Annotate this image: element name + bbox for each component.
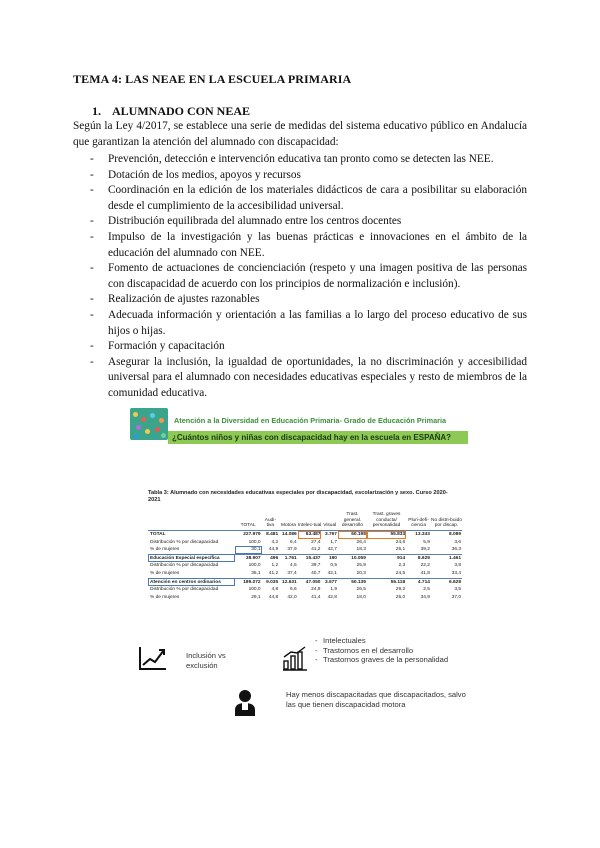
list-item: - Distribución equilibrada del alumnado entre los centros docentes [90, 215, 402, 228]
list-item: - Impulso de la investigación y las buenas prácticas e innovaciones en el ámbito de la educación del alumnado con NEE. [90, 230, 527, 259]
classroom-thumbnail [130, 408, 168, 440]
table-caption: Tabla 3: Alumnado con necesidades educativas especiales por discapacidad, escolarización y sexo. Curso 2020-2021 [148, 490, 448, 503]
table-cell: 190 [321, 554, 338, 562]
table-cell: 44,8 [268, 594, 279, 600]
table-cell: 1,7 [330, 539, 337, 545]
list-item: - Prevención, detección e intervención educativa tan pronto como se detecten las NEE. [90, 153, 494, 165]
table-cell: 10.059 [338, 554, 367, 562]
table-header-cell: Motora [280, 523, 296, 529]
table-cell: 41,2 [268, 570, 279, 576]
table-row [148, 586, 462, 594]
table-cell: 26,5 [356, 587, 366, 593]
table-cell: 1.761 [279, 554, 298, 562]
infographic-header: Atención a la Diversidad en Educación Primaria- Grado de Educación Primaria [174, 416, 447, 425]
table-cell: 5,9 [423, 539, 430, 545]
list-item: - Dotación de los medios, apoyos y recursos [90, 168, 301, 181]
table-cell: 42,8 [327, 594, 337, 600]
row-label: Distribución % por discapacidad [150, 563, 219, 569]
table-header-cell: Trast. general. desarrollo [341, 512, 363, 529]
gender-note: Hay menos discapacitadas que discapacitados, salvo las que tienen discapacidad motora [286, 690, 466, 709]
section-heading [92, 104, 250, 119]
table-cell: 35,1 [251, 570, 261, 576]
table-cell: 6,6 [290, 587, 297, 593]
table-cell: 1,9 [330, 587, 337, 593]
table-cell: 13.343 [406, 531, 431, 539]
table-cell: 24,6 [395, 539, 406, 545]
list-item: - Coordinación en la edición de los materiales didácticos de cara a posibilitar su elaboración desde el cumplimiento de la accesibilidad universal. [90, 184, 527, 212]
infographic [130, 404, 472, 724]
table-body [148, 531, 462, 602]
list-item: - Formación y capacitación [90, 340, 225, 353]
table-row [148, 539, 462, 547]
table-cell: 100,0 [248, 563, 261, 569]
table-row [148, 578, 462, 586]
table-cell: 25,9 [356, 563, 366, 569]
table-header-cell: Intelec-tual [297, 523, 322, 529]
table-cell: 39,7 [311, 563, 321, 569]
table-cell: 3,8 [454, 563, 461, 569]
list-item: - Fomento de actuaciones de concienciación (respeto y una imagen positiva de las personas con discapacidad de acuerdo con los principios de normalización e inclusión). [90, 262, 527, 290]
table-cell: 8.089 [431, 531, 462, 539]
row-label: Atención en centros ordinarios [148, 578, 235, 586]
table-cell: 37,0 [451, 594, 461, 600]
table-cell: 18,3 [356, 547, 366, 553]
table-cell: 100,0 [248, 587, 261, 593]
row-label: Distribución % por discapacidad [150, 539, 219, 545]
table-row [148, 531, 462, 539]
table-cell: 41,4 [311, 594, 321, 600]
statistics-table [148, 508, 462, 601]
table-cell: 100,0 [248, 539, 261, 545]
table-cell: 33,4 [451, 570, 461, 576]
table-header-cell: Visual [323, 523, 337, 529]
table-header-cell: TOTAL [240, 523, 256, 529]
table-row [148, 562, 462, 570]
table-cell: 24,9 [311, 587, 321, 593]
table-header-row [148, 508, 462, 531]
table-cell: 2,3 [398, 563, 406, 569]
table-cell: 26,4 [356, 539, 366, 545]
table-cell: 55.118 [367, 578, 406, 586]
table-cell: 3.577 [321, 578, 338, 586]
table-cell: 37,9 [287, 547, 297, 553]
table-cell: 496 [262, 554, 280, 562]
table-cell: 29,1 [251, 594, 261, 600]
table-cell: 18,0 [356, 594, 366, 600]
table-cell: 40,7 [311, 570, 321, 576]
table-cell: 0,5 [330, 563, 337, 569]
table-cell: 12.631 [279, 578, 298, 586]
table-header-cell: Audi-tiva [264, 517, 276, 529]
list-item: - Trastornos graves de la personalidad [315, 655, 455, 665]
table-cell: 29,2 [395, 587, 406, 593]
person-icon [234, 688, 256, 716]
table-cell: 38.907 [235, 554, 262, 562]
table-row [148, 594, 462, 602]
table-cell: 47.050 [298, 578, 322, 586]
trend-chart-icon [138, 645, 168, 671]
list-item: - Adecuada información y orientación a las familias a lo largo del proceso educativo de sus hijos o hijas. [90, 308, 527, 337]
bar-chart-icon [282, 645, 308, 671]
table-row [148, 554, 462, 562]
table-cell: 227.979 [235, 531, 262, 539]
section-number: 1. [92, 104, 101, 118]
table-cell: 4,5 [290, 563, 297, 569]
inclusion-label: Inclusión vs exclusión [186, 651, 226, 670]
table-cell: 22,2 [420, 563, 430, 569]
table-cell: 1,2 [271, 563, 279, 569]
table-header-cell: Trast. graves conducta/ personalidad [372, 512, 401, 529]
document-title: TEMA 4: LAS NEAE EN LA ESCUELA PRIMARIA [73, 72, 352, 86]
table-cell: 3,6 [454, 539, 461, 545]
table-cell: 39,2 [420, 547, 430, 553]
table-cell: 4.714 [406, 578, 431, 586]
table-cell: 42,7 [327, 547, 337, 553]
row-label: Distribución % por discapacidad [150, 587, 219, 593]
table-cell: 2,5 [423, 587, 430, 593]
list-item: - Trastornos en el desarrollo [315, 646, 455, 656]
table-cell: 8.629 [406, 554, 431, 562]
table-cell: 4,8 [271, 587, 279, 593]
table-cell: 42,0 [287, 594, 297, 600]
row-label: % de mujeres [150, 547, 180, 553]
row-label: TOTAL [148, 531, 235, 539]
table-cell: 60.198 [338, 531, 367, 539]
row-label: Educación Especial específica [148, 554, 235, 562]
table-cell: 63.487 [298, 531, 322, 539]
table-cell: 14.086 [279, 531, 298, 539]
table-cell: 9.035 [262, 578, 280, 586]
table-row [148, 570, 462, 578]
list-item: - Intelectuales [315, 636, 455, 646]
table-cell: 25,0 [395, 594, 406, 600]
table-cell: 50.139 [338, 578, 367, 586]
table-cell: 41,2 [311, 547, 321, 553]
table-cell: 42,1 [327, 570, 337, 576]
section-heading-text: ALUMNADO CON NEAE [112, 104, 250, 118]
table-cell: 4,2 [271, 539, 279, 545]
intro-paragraph: Según la Ley 4/2017, se establece una serie de medidas del sistema educativo público en Andalucía que garantizan la atención del alumnado con discapacidad: [73, 120, 527, 148]
table-cell: 20,3 [356, 570, 366, 576]
table-cell: 189.072 [235, 578, 262, 586]
table-cell: 30,1 [235, 546, 262, 554]
table-cell: 36,3 [451, 547, 461, 553]
table-row [148, 546, 462, 554]
table-cell: 1.461 [431, 554, 462, 562]
table-cell: 55.833 [367, 531, 406, 539]
table-cell: 6.628 [431, 578, 462, 586]
table-cell: 6,4 [290, 539, 297, 545]
table-cell: 8.481 [262, 531, 280, 539]
table-header-corner [148, 508, 235, 531]
disability-categories-list [315, 636, 455, 665]
table-cell: 25,1 [395, 547, 406, 553]
table-header-cell: Pluri-defi-ciencia [408, 517, 429, 529]
table-cell: 15.437 [298, 554, 322, 562]
row-label: % de mujeres [150, 594, 180, 600]
list-item: - Asegurar la inclusión, la igualdad de oportunidades, la no discriminación y accesibilidad universal para el alumnado con necesidades educativas especiales y resto de miembros de la comunidad educativa. [90, 355, 527, 399]
table-cell: 27,4 [311, 539, 321, 545]
table-cell: 3,5 [454, 587, 461, 593]
table-cell: 3.767 [321, 531, 338, 539]
row-label: % de mujeres [150, 570, 180, 576]
table-cell: 34,9 [420, 594, 430, 600]
measures-list [73, 152, 527, 402]
table-cell: 914 [367, 554, 406, 562]
table-cell: 44,9 [268, 547, 279, 553]
list-item: - Realización de ajustes razonables [90, 293, 260, 306]
table-header-cell: No distri-buido por discap. [430, 517, 462, 529]
table-cell: 37,4 [287, 570, 297, 576]
table-cell: 24,5 [395, 570, 406, 576]
question-banner-text: ¿Cuántos niños y niñas con discapacidad hay en la escuela en ESPAÑA? [172, 433, 452, 442]
table-cell: 41,8 [420, 570, 430, 576]
